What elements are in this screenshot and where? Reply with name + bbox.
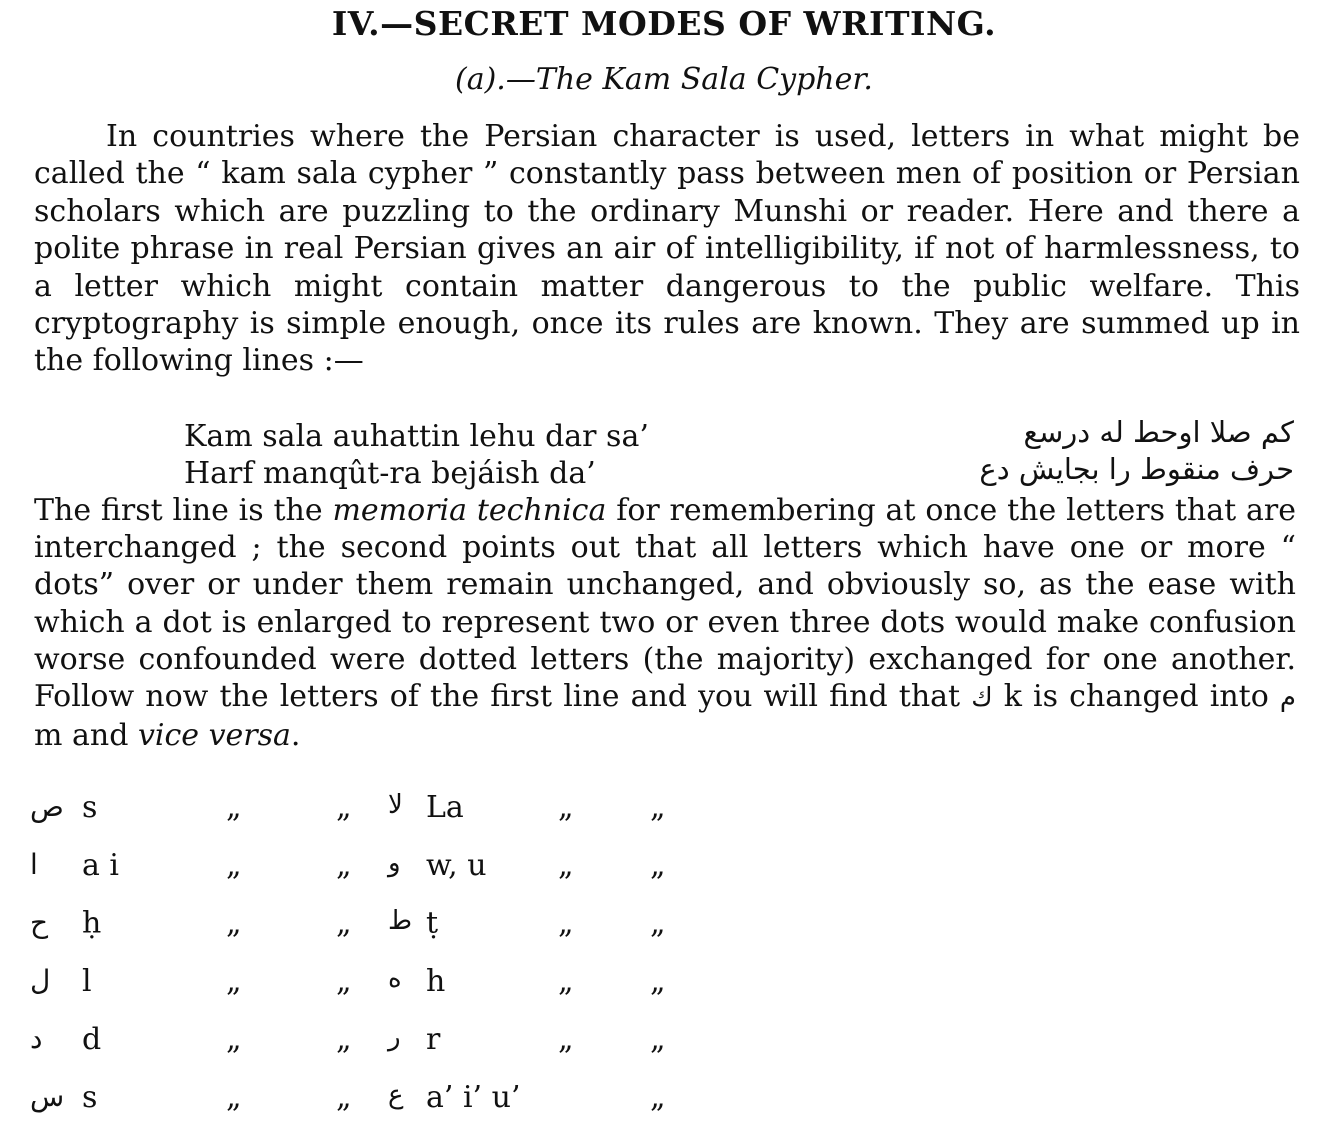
ditto-mark: „ — [650, 1022, 666, 1057]
ditto-mark: „ — [650, 790, 666, 825]
ditto-mark: „ — [558, 964, 574, 999]
ditto-mark: „ — [226, 790, 242, 825]
ditto-mark: „ — [650, 964, 666, 999]
arabic-letter: و — [388, 848, 401, 878]
arabic-letter: د — [30, 1022, 43, 1055]
arabic-letter: ص — [30, 790, 64, 823]
arabic-letter: ل — [30, 964, 51, 997]
explanation-part-4: m and — [34, 718, 138, 754]
arabic-letter: ط — [388, 906, 413, 936]
ditto-mark: „ — [558, 848, 574, 883]
arabic-letter: ا — [30, 848, 38, 881]
ditto-mark: „ — [558, 790, 574, 825]
transliteration: l — [82, 964, 92, 999]
verse-transliteration — [184, 418, 649, 492]
verse-line-2: Harf manqût-ra bejáish da’ — [184, 456, 596, 491]
transliteration: h — [426, 964, 446, 999]
arabic-letter: س — [30, 1080, 65, 1113]
arabic-letter-m: م — [1279, 683, 1297, 714]
explanation-text — [34, 492, 1296, 754]
transliteration: s — [82, 790, 98, 825]
section-subtitle: (a).—The Kam Sala Cypher. — [455, 62, 873, 97]
arabic-letter: ع — [388, 1080, 404, 1110]
transliteration: ṭ — [426, 906, 439, 941]
ditto-mark: „ — [650, 906, 666, 941]
arabic-letter-k: ك — [971, 683, 993, 714]
ditto-mark: „ — [558, 906, 574, 941]
transliteration: a’ i’ u’ — [426, 1080, 521, 1115]
transliteration: La — [426, 790, 464, 825]
intro-text: In countries where the Persian character is used, letters in what might be called the “ kam sala cypher ” constantly pass between men of position or Persian scholars which are puzzling to the ordinary Munshi or reader. Here and there a polite phrase in real Persian gives an air of intelligibility, if not of harmlessness, to a letter which might contain matter dangerous to the public welfare. This cryptography is simple enough, once its rules are known. They are summed up in the following lines :— — [34, 119, 1300, 379]
transliteration: r — [426, 1022, 441, 1057]
ditto-mark: „ — [558, 1022, 574, 1057]
ditto-mark: „ — [336, 790, 352, 825]
explanation-part-5: . — [290, 718, 301, 754]
arabic-letter: لا — [388, 790, 403, 820]
transliteration: ḥ — [82, 906, 102, 941]
arabic-letter: ر — [388, 1022, 401, 1052]
verse-arabic — [979, 414, 1294, 488]
ditto-mark: „ — [650, 1080, 666, 1115]
ditto-mark: „ — [336, 848, 352, 883]
page-title: IV.—SECRET MODES OF WRITING. — [331, 4, 997, 43]
transliteration: a i — [82, 848, 120, 883]
transliteration: w, u — [426, 848, 487, 883]
transliteration: d — [82, 1022, 102, 1057]
ditto-mark: „ — [336, 906, 352, 941]
ditto-mark: „ — [226, 964, 242, 999]
explanation-part-1: The first line is the — [34, 493, 333, 528]
transliteration: s — [82, 1080, 98, 1115]
arabic-letter: ه — [388, 964, 402, 994]
ditto-mark: „ — [336, 1022, 352, 1057]
ditto-mark: „ — [226, 1022, 242, 1057]
intro-paragraph — [34, 118, 1300, 380]
explanation-part-3: k is changed into — [992, 679, 1280, 715]
explanation-paragraph — [34, 492, 1296, 754]
ditto-mark: „ — [226, 906, 242, 941]
ditto-mark: „ — [650, 848, 666, 883]
verse-line-1: Kam sala auhattin lehu dar sa’ — [184, 419, 649, 454]
arabic-letter: ح — [30, 906, 49, 939]
verse-arabic-line-2: حرف منقوط را بجايش دع — [979, 452, 1294, 486]
ditto-mark: „ — [336, 964, 352, 999]
explanation-part-2: for remembering at once the letters that are interchanged ; the second points out that all letters which have one or more “ dots” over or under them remain unchanged, and obviously so, as the ease with which a dot is enlarged to represent two or even three dots would make confusion worse confounded were dotted letters (the majority) exchanged for one another. Follow now the letters of the first line and you will find that — [34, 493, 1297, 715]
memoria-technica-italic: memoria technica — [332, 493, 607, 528]
vice-versa-italic: vice versa — [137, 718, 291, 754]
ditto-mark: „ — [336, 1080, 352, 1115]
ditto-mark: „ — [226, 1080, 242, 1115]
verse-arabic-line-1: كم صلا اوحط له درسع — [1023, 415, 1294, 449]
ditto-mark: „ — [226, 848, 242, 883]
